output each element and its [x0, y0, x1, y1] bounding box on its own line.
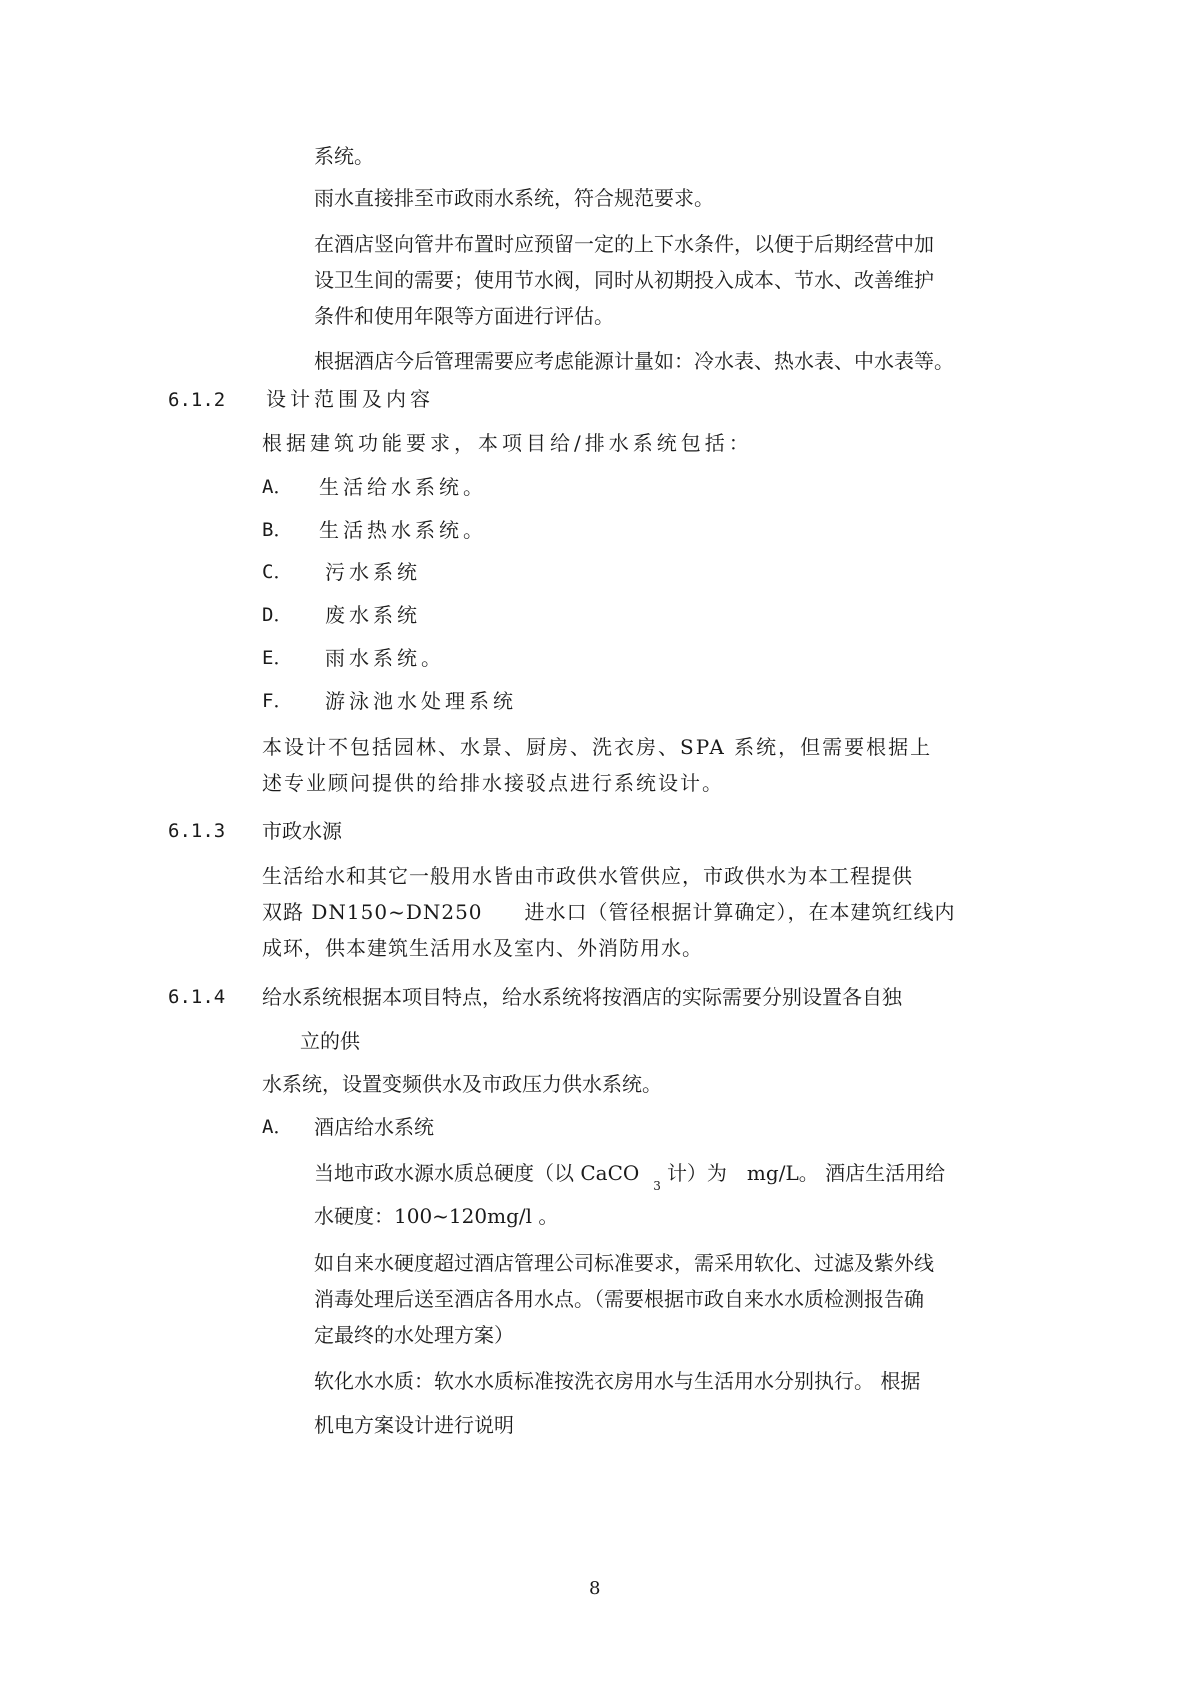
- paragraph-line: 水硬度：100~120mg/l 。: [314, 1204, 559, 1228]
- list-item: 生活热水系统。: [319, 518, 487, 542]
- paragraph-line: 如自来水硬度超过酒店管理公司标准要求，需采用软化、过滤及紫外线: [314, 1251, 934, 1275]
- list-label: E．: [262, 647, 293, 669]
- section-number: 6.1.4: [168, 986, 226, 1008]
- paragraph-line: 生活给水和其它一般用水皆由市政供水管供应，市政供水为本工程提供: [262, 864, 913, 888]
- paragraph-line: 在酒店竖向管井布置时应预留一定的上下水条件，以便于后期经营中加: [314, 232, 934, 256]
- paragraph-line: 立的供: [300, 1029, 360, 1053]
- list-label: A．: [262, 476, 293, 498]
- section-title: 设计范围及内容: [266, 387, 434, 411]
- paragraph-line: 双路 DN150~DN250 进水口（管径根据计算确定），在本建筑红线内: [262, 900, 956, 924]
- paragraph-line: 雨水直接排至市政雨水系统，符合规范要求。: [314, 186, 714, 210]
- subsection-label: A．: [262, 1116, 293, 1138]
- list-label: C．: [262, 561, 293, 583]
- hardness-text: 计）为 mg/L。 酒店生活用给: [666, 1161, 946, 1185]
- paragraph-line: [314, 1160, 946, 1193]
- paragraph-line: 软化水水质：软水水质标准按洗衣房用水与生活用水分别执行。 根据: [314, 1369, 921, 1393]
- subsection-title: 酒店给水系统: [314, 1115, 434, 1139]
- section-number: 6.1.3: [168, 820, 226, 842]
- paragraph-line: 设卫生间的需要；使用节水阀，同时从初期投入成本、节水、改善维护: [314, 268, 934, 292]
- list-item: 游泳池水处理系统: [325, 689, 517, 713]
- paragraph-line: 成环，供本建筑生活用水及室内、外消防用水。: [262, 936, 703, 960]
- section-number: 6.1.2: [168, 389, 226, 411]
- paragraph-line: 条件和使用年限等方面进行评估。: [314, 304, 614, 328]
- list-item: 雨水系统。: [325, 646, 445, 670]
- list-label: F．: [262, 690, 293, 712]
- subscript: 3: [653, 1179, 661, 1193]
- paragraph-line: 水系统，设置变频供水及市政压力供水系统。: [262, 1072, 662, 1096]
- paragraph-line: 本设计不包括园林、水景、厨房、洗衣房、SPA 系统，但需要根据上: [262, 735, 933, 759]
- paragraph-line: 定最终的水处理方案）: [314, 1323, 514, 1347]
- paragraph-line: 机电方案设计进行说明: [314, 1413, 514, 1437]
- paragraph-line: 消毒处理后送至酒店各用水点。（需要根据市政自来水水质检测报告确: [314, 1287, 924, 1311]
- paragraph-line: 述专业顾问提供的给排水接驳点进行系统设计。: [262, 771, 724, 795]
- list-label: B．: [262, 519, 293, 541]
- paragraph-line: 根据建筑功能要求，本项目给/排水系统包括：: [262, 431, 753, 455]
- section-title: 市政水源: [262, 819, 342, 843]
- paragraph-line: 根据酒店今后管理需要应考虑能源计量如：冷水表、热水表、中水表等。: [314, 349, 954, 373]
- list-item: 污水系统: [325, 560, 421, 584]
- list-item: 废水系统: [325, 603, 421, 627]
- section-title: 给水系统根据本项目特点，给水系统将按酒店的实际需要分别设置各自独: [262, 985, 902, 1009]
- hardness-text: 当地市政水源水质总硬度（以 CaCO: [314, 1161, 640, 1185]
- list-label: D．: [262, 604, 293, 626]
- page-number: 8: [589, 1578, 601, 1599]
- paragraph-line: 系统。: [314, 144, 374, 168]
- list-item: 生活给水系统。: [319, 475, 487, 499]
